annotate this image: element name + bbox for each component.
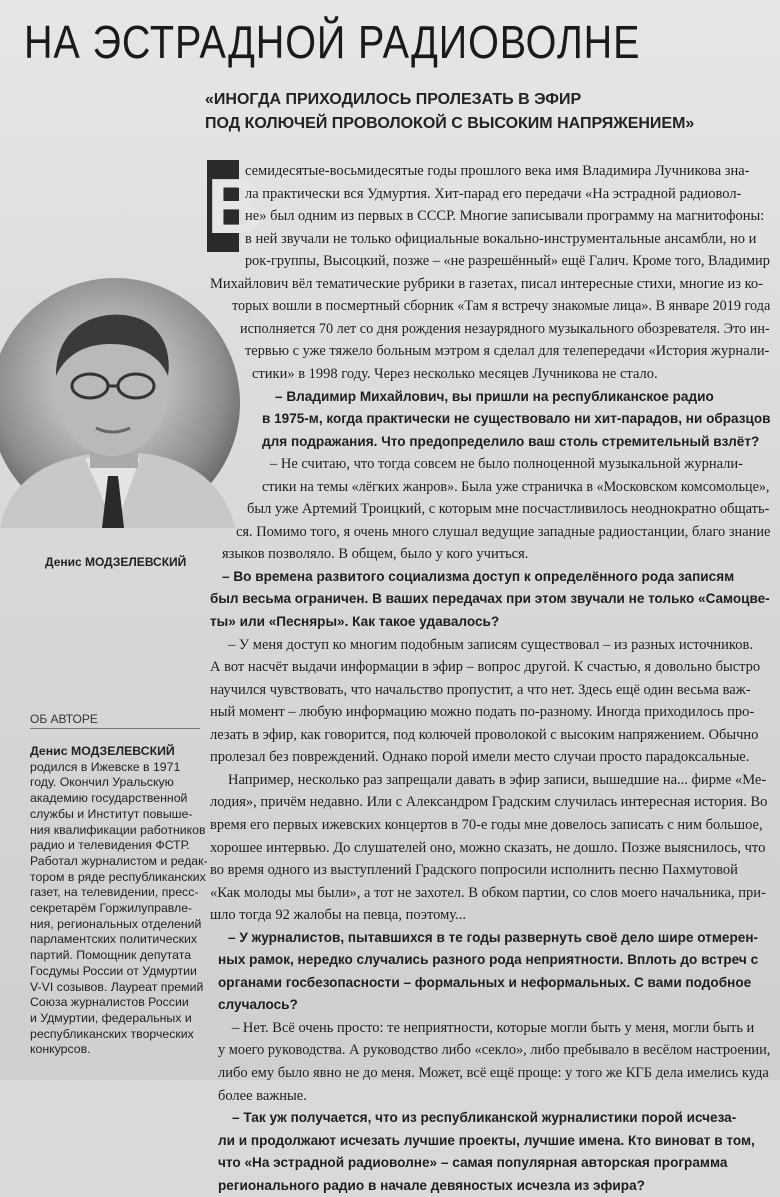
question-line: органами госбезопасности – формальных и неформальных. С вами подобное bbox=[218, 974, 752, 990]
article-line: Например, несколько раз запрещали давать в эфир записи, вышедшие на... фирме «Ме- bbox=[228, 771, 767, 788]
article-line: исполняется 70 лет со дня рождения незаурядного музыкального обозревателя. Это ин- bbox=[240, 320, 770, 337]
about-line: газет, на телевидении, пресс- bbox=[30, 885, 199, 900]
question-line: ных рамок, нередко случались разного рода неприятности. Вплоть до встреч с bbox=[218, 952, 759, 968]
article-line: тервью с уже тяжело больным мэтром я сделал для телепередачи «История журнали- bbox=[245, 343, 770, 360]
portrait-illustration bbox=[0, 278, 240, 528]
about-line: секретарём Горжилуправле- bbox=[30, 901, 193, 916]
article-line: – Не считаю, что тогда совсем не было полноценной музыкальной журнали- bbox=[270, 456, 743, 473]
about-line: ния квалификации работников bbox=[30, 822, 206, 837]
about-line: Союза журналистов России bbox=[30, 995, 189, 1010]
article-line: ся. Помимо того, я очень много слушал ведущие западные радиостанции, благо знание bbox=[236, 523, 771, 540]
about-author-heading: ОБ АВТОРЕ bbox=[30, 712, 200, 729]
question-line: ли и продолжают исчезать лучшие проекты, лучшие имена. Кто виноват в том, bbox=[218, 1132, 755, 1148]
article-line: рок-группы, Высоцкий, позже – «не разрешённый» ещё Галич. Кроме того, Владимир bbox=[245, 253, 770, 270]
about-line: партий. Помощник депутата bbox=[30, 948, 192, 963]
article-line: Михайлович вёл тематические рубрики в газетах, писал интересные стихи, многие из ко- bbox=[210, 275, 763, 292]
article-line: не» был одним из первых в СССР. Многие записывали программу на магнитофоны: bbox=[245, 208, 765, 225]
article-subtitle bbox=[205, 88, 745, 136]
about-line: Работал журналистом и редак- bbox=[30, 853, 208, 868]
about-line: тором в ряде республиканских bbox=[30, 869, 206, 884]
article-line: – У меня доступ ко многим подобным записям существовал – из разных источников. bbox=[228, 636, 753, 653]
article-line: А вот насчёт выдачи информации в эфир – вопрос другой. К счастью, я довольно быстро bbox=[210, 659, 761, 676]
author-photo bbox=[0, 278, 240, 528]
about-line: родился в Ижевске в 1971 bbox=[30, 759, 181, 774]
question-line: – Так уж получается, что из республиканской журналистики порой исчеза- bbox=[232, 1110, 737, 1126]
about-line: и Удмуртии, федеральных и bbox=[30, 1010, 192, 1025]
about-line: Госдумы России от Удмуртии bbox=[30, 963, 197, 978]
photo-caption: Денис МОДЗЕЛЕВСКИЙ bbox=[45, 555, 187, 569]
question-line: для подражания. Что предопределило ваш столь стремительный взлёт? bbox=[262, 433, 760, 449]
about-line: академию государственной bbox=[30, 791, 188, 806]
article-line: лодия», причём недавно. Или с Александром Градским случилась интересная история. Во bbox=[210, 794, 768, 811]
question-line: регионального радио в начале девяностых исчезла из эфира? bbox=[218, 1177, 645, 1193]
article-line: – Нет. Всё очень просто: те неприятности, которые могли быть у меня, могли быть и bbox=[232, 1019, 755, 1036]
about-line: парламентских политических bbox=[30, 932, 198, 947]
article-line: хорошее интервью. До слушателей оно, можно сказать, не дошло. Позже выяснилось, что bbox=[210, 839, 766, 856]
question-line: – Во времена развитого социализма доступ к определённого рода записям bbox=[222, 568, 735, 584]
article-line: «Как молоды мы были», а тот не захотел. В обком партии, со слов моего начальника, при- bbox=[210, 884, 766, 901]
article-line: был уже Артемий Троицкий, с которым мне посчастливилось неоднократно общать- bbox=[247, 501, 770, 518]
about-author-text bbox=[30, 744, 208, 1058]
question-line: случалось? bbox=[218, 997, 298, 1013]
question-line: был весьма ограничен. В ваших передачах при этом звучали не только «Самоцве- bbox=[210, 591, 770, 607]
article-line: ный момент – любую информацию можно подать по-разному. Иногда приходилось про- bbox=[210, 704, 755, 721]
about-line: республиканских творческих bbox=[30, 1026, 194, 1041]
question-line: ты» или «Песняры». Как такое удавалось? bbox=[210, 614, 500, 629]
about-line: радио и телевидения ФСТР. bbox=[30, 838, 190, 853]
article-line: ла практически вся Удмуртия. Хит-парад его передачи «На эстрадной радиовол- bbox=[245, 185, 742, 202]
question-line: что «На эстрадной радиоволне» – самая популярная авторская программа bbox=[218, 1155, 728, 1171]
question-line: – У журналистов, пытавшихся в те годы развернуть своё дело шире отмерен- bbox=[228, 929, 759, 945]
article-line: лезать в эфир, как говорится, под колючей проволокой с высоким напряжением. Обычно bbox=[210, 726, 759, 743]
article-line: шло тогда 92 жалобы на певца, поэтому... bbox=[210, 907, 466, 924]
article-line: время его первых ижевских концертов в 70-е годы мне довелось записать с ним большое, bbox=[210, 816, 763, 833]
drop-cap: В bbox=[207, 162, 264, 250]
about-line: службы и Институт повыше- bbox=[30, 806, 193, 821]
about-line: ния, региональных отделений bbox=[30, 916, 202, 931]
article-line: торых вошли в посмертный сборник «Там я встречу знакомые лица». В январе 2019 года bbox=[232, 298, 771, 315]
article-line: стики» в 1998 году. Через несколько месяцев Лучникова не стало. bbox=[252, 365, 658, 382]
article-line: семидесятые-восьмидесятые годы прошлого века имя Владимира Лучникова зна- bbox=[245, 163, 750, 179]
about-line: V-VI созывов. Лауреат премий bbox=[30, 979, 204, 994]
question-line: в 1975-м, когда практически не существовало ни хит-парадов, ни образцов bbox=[262, 411, 771, 427]
article-line: во время одного из выступлений Градского попросили исполнить песню Пахмутовой bbox=[210, 862, 738, 879]
article-line: в ней звучали не только официальные вокально-инструментальные ансамбли, но и bbox=[245, 230, 757, 247]
about-line: конкурсов. bbox=[30, 1042, 91, 1057]
subtitle-line: «ИНОГДА ПРИХОДИЛОСЬ ПРОЛЕЗАТЬ В ЭФИР bbox=[205, 91, 582, 108]
article-line: либо ему было явно не до меня. Может, всё ещё проще: у того же КГБ дела имелись куда bbox=[218, 1065, 769, 1081]
article-line: языков позволяло. В общем, было у кого учиться. bbox=[222, 546, 529, 563]
article-line: у моего руководства. А руководство либо «секло», либо пребывало в весёлом настроении, bbox=[218, 1042, 771, 1059]
about-author-name: Денис МОДЗЕЛЕВСКИЙ bbox=[30, 744, 175, 758]
article-line: пролезал без повреждений. Однако порой имели место случаи просто парадоксальные. bbox=[210, 749, 750, 766]
article-line: стики на темы «лёгких жанров». Была уже страничка в «Московском комсомольце», bbox=[262, 478, 770, 495]
subtitle-line: ПОД КОЛЮЧЕЙ ПРОВОЛОКОЙ С ВЫСОКИМ НАПРЯЖЕНИЕМ» bbox=[205, 115, 695, 132]
article-title: НА ЭСТРАДНОЙ РАДИОВОЛНЕ bbox=[24, 16, 641, 68]
about-line: году. Окончил Уральскую bbox=[30, 775, 174, 790]
question-line: – Владимир Михайлович, вы пришли на республиканское радио bbox=[275, 388, 714, 404]
article-line: более важные. bbox=[218, 1087, 307, 1104]
article-line: научился чувствовать, что начальство пропустит, а что нет. Здесь ещё один весьма важ- bbox=[210, 681, 751, 698]
